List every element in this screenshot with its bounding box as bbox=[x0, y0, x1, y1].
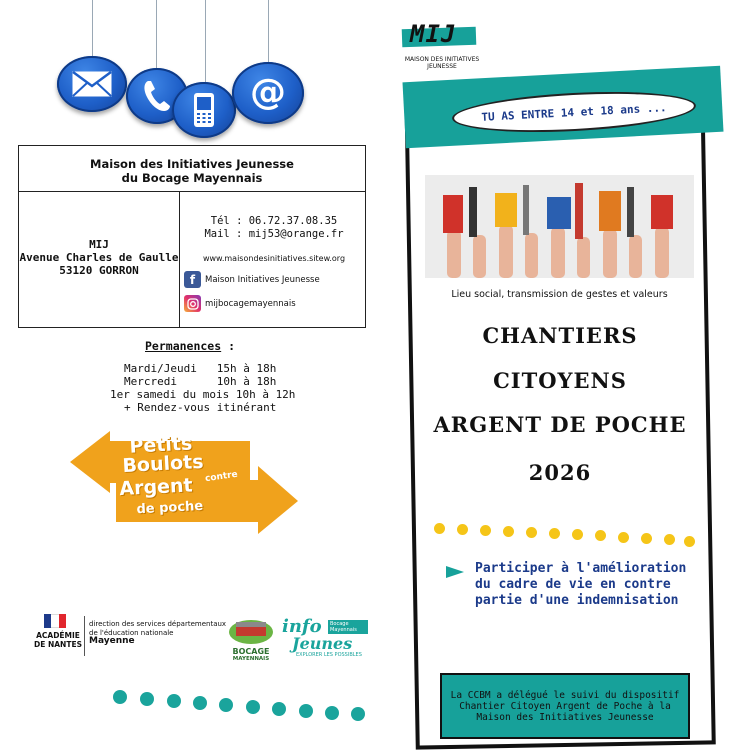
divider bbox=[84, 616, 85, 656]
at-icon bbox=[232, 62, 304, 124]
permanence-row: Mercredi 10h à 18h bbox=[124, 375, 277, 388]
flag-icon bbox=[44, 614, 66, 628]
title-line: ARGENT DE POCHE bbox=[433, 412, 687, 437]
facebook-row[interactable]: f Maison Initiatives Jeunesse bbox=[184, 271, 320, 288]
bubble-string bbox=[205, 0, 206, 84]
bocage-logo: BOCAGE MAYENNAIS bbox=[228, 614, 274, 662]
mail-text[interactable]: Mail : mij53@orange.fr bbox=[204, 228, 344, 240]
org-name: Maison des Initiatives Jeunesse bbox=[90, 157, 294, 171]
arrow-bullet-icon bbox=[446, 566, 464, 578]
tagline: Lieu social, transmission de gestes et valeurs bbox=[451, 289, 668, 300]
arrow-contre: contre bbox=[204, 469, 239, 485]
academie-logo: ACADÉMIE DE NANTES bbox=[32, 614, 84, 649]
permanence-row: 1er samedi du mois 10h à 12h bbox=[110, 388, 296, 401]
info-jeunes-logo: info Jeunes Bocage Mayennais EXPLORER LES POSSIBLES bbox=[282, 618, 368, 662]
participation-text: Participer à l'amélioration du cadre de vie en contre partie d'une indemnisation bbox=[475, 561, 687, 608]
arrow-text-bottom: Argent de poche bbox=[118, 474, 204, 518]
phone-text: Tél : 06.72.37.08.35 bbox=[210, 215, 338, 227]
divider bbox=[19, 191, 365, 192]
permanence-row: + Rendez-vous itinérant bbox=[124, 401, 277, 414]
footer-note: La CCBM a délégué le suivi du dispositif Chantier Citoyen Argent de Poche à la Maison des Initiatives Jeunesse bbox=[440, 673, 690, 739]
mobile-icon bbox=[172, 82, 236, 138]
title-line: CHANTIERS bbox=[482, 323, 638, 348]
website-link[interactable]: www.maisondesinitiatives.sitew.org bbox=[202, 254, 346, 263]
svg-text:@: @ bbox=[250, 73, 286, 113]
dsden-text: direction des services départementaux de l'éducation nationale Mayenne bbox=[89, 620, 227, 646]
contact-box bbox=[18, 145, 366, 328]
address: MIJ Avenue Charles de Gaulle 53120 GORRON bbox=[19, 238, 179, 277]
instagram-row[interactable]: mijbocagemayennais bbox=[184, 295, 296, 312]
title-line: CITOYENS bbox=[493, 368, 627, 393]
permanence-row: Mardi/Jeudi 15h à 18h bbox=[124, 362, 277, 375]
mij-logo: MIJ bbox=[410, 20, 457, 48]
bubble-string bbox=[156, 0, 157, 70]
speech-bubble: TU AS ENTRE 14 et 18 ans ... bbox=[451, 87, 697, 138]
bubble-string bbox=[92, 0, 93, 58]
permanences-title: Permanences : bbox=[145, 339, 236, 353]
title-line: 2026 bbox=[528, 460, 592, 485]
divider bbox=[179, 191, 180, 327]
facebook-icon: f bbox=[184, 271, 201, 288]
bubble-string bbox=[268, 0, 269, 64]
arrow-text-top: Petits Boulots bbox=[121, 432, 205, 478]
mail-icon bbox=[57, 56, 127, 112]
mij-logo-subtitle: MAISON DES INITIATIVES JEUNESSE bbox=[404, 56, 480, 70]
tools-image bbox=[425, 175, 694, 278]
instagram-icon bbox=[184, 295, 201, 312]
org-subtitle: du Bocage Mayennais bbox=[121, 171, 263, 185]
